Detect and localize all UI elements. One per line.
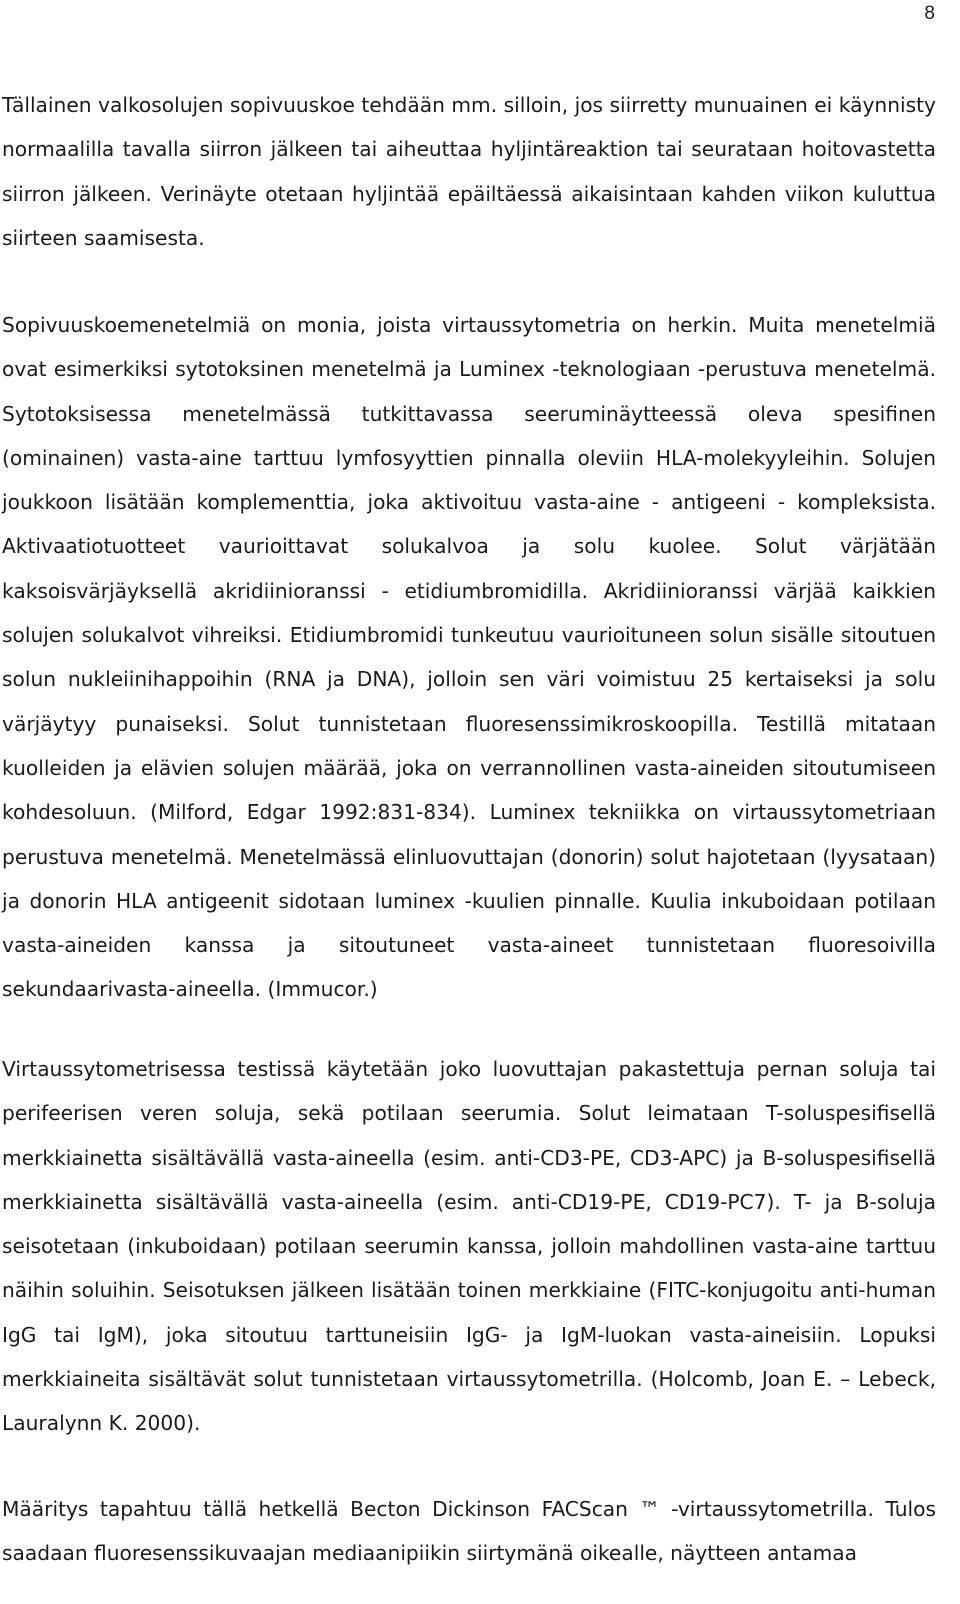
paragraph-crossmatch-methods: Sopivuuskoemenetelmiä on monia, joista virtaussytometria on herkin. Muita menetelmiä ovat esimerkiksi sytotoksinen menetelmä ja Luminex -teknologiaan -perustuva menetelmä. Sytotoksisessa menetelmässä tutkittavassa seeruminäytteessä oleva spesifinen (ominainen) vasta-aine tarttuu lymfosyyttien pinnalla oleviin HLA-molekyyleihin. Solujen joukkoon lisätään komplementtia, joka aktivoituu vasta-aine - antigeeni - kompleksista. Aktivaatiotuotteet vaurioittavat solukalvoa ja solu kuolee. Solut värjätään kaksoisvärjäyksellä akridiinioranssi - etidiumbromidilla. Akridiinioranssi värjää kaikkien solujen solukalvot vihreiksi. Etidiumbromidi tunkeutuu vaurioituneen solun sisälle sitoutuen solun nukleiinihappoihin (RNA ja DNA), jolloin sen väri voimistuu 25 kertaiseksi ja solu värjäytyy punaiseksi. Solut tunnistetaan fluoresenssimikroskoopilla. Testillä mitataan kuolleiden ja elävien solujen määrää, joka on verrannollinen vasta-aineiden sitoutumiseen kohdesoluun. (Milford, Edgar 1992:831-834). Luminex tekniikka on virtaussytometriaan perustuva menetelmä. Menetelmässä elinluovuttajan (donorin) solut hajotetaan (lyysataan) ja donorin HLA antigeenit sidotaan luminex -kuulien pinnalle. Kuulia inkuboidaan potilaan vasta-aineiden kanssa ja sitoutuneet vasta-aineet tunnistetaan fluoresoivilla sekundaarivasta-aineella. (Immucor.) — [2, 313, 936, 1002]
paragraph-determination: Määritys tapahtuu tällä hetkellä Becton Dickinson FACScan ™ -virtaussytometrilla. Tulos saadaan fluoresenssikuvaajan mediaanipiikin siirtymänä oikealle, näytteen antamaa — [2, 1497, 936, 1566]
paragraph-crossmatch-purpose: Tällainen valkosolujen sopivuuskoe tehdään mm. silloin, jos siirretty munuainen ei käynnisty normaalilla tavalla siirron jälkeen tai aiheuttaa hyljintäreaktion tai seurataan hoitovastetta siirron jälkeen. Verinäyte otetaan hyljintää epäiltäessä aikaisintaan kahden viikon kuluttua siirteen saamisesta. — [2, 93, 936, 250]
page-number: 8 — [924, 3, 935, 24]
paragraph-flow-cytometry-test: Virtaussytometrisessa testissä käytetään joko luovuttajan pakastettuja pernan soluja tai perifeerisen veren soluja, sekä potilaan seerumia. Solut leimataan T-soluspesifisellä merkkiainetta sisältävällä vasta-aineella (esim. anti-CD3-PE, CD3-APC) ja B-soluspesifisellä merkkiainetta sisältävällä vasta-aineella (esim. anti-CD19-PE, CD19-PC7). T- ja B-soluja seisotetaan (inkuboidaan) potilaan seerumin kanssa, jolloin mahdollinen vasta-aine tarttuu näihin soluihin. Seisotuksen jälkeen lisätään toinen merkkiaine (FITC-konjugoitu anti-human IgG tai IgM), joka sitoutuu tarttuneisiin IgG- ja IgM-luokan vasta-aineisiin. Lopuksi merkkiaineita sisältävät solut tunnistetaan virtaussytometrilla. (Holcomb, Joan E. – Lebeck, Lauralynn K. 2000). — [2, 1057, 936, 1436]
